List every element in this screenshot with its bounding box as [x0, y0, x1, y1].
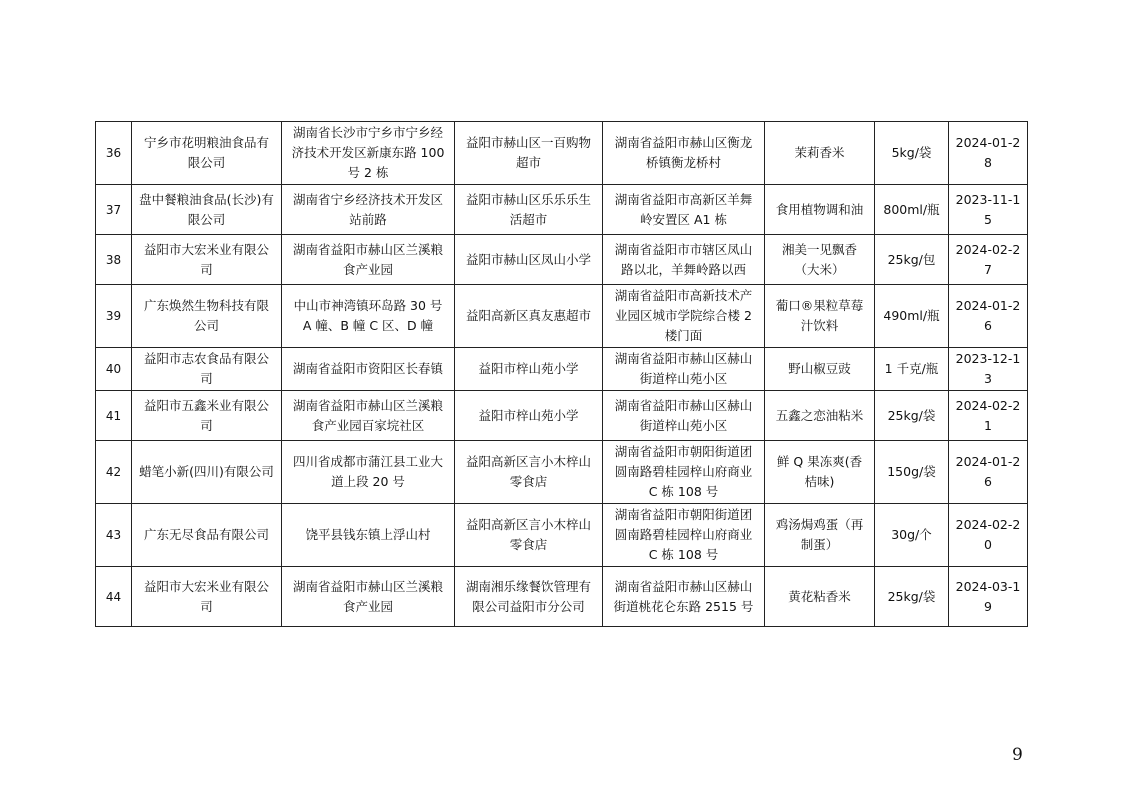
seller-name: 益阳高新区真友惠超市 [455, 285, 603, 348]
product-name: 食用植物调和油 [765, 185, 875, 235]
page-number: 9 [1012, 745, 1023, 765]
product-name: 野山椒豆豉 [765, 348, 875, 391]
row-number: 41 [96, 391, 132, 441]
production-date: 2024-01-28 [949, 122, 1028, 185]
producer-name: 宁乡市花明粮油食品有限公司 [132, 122, 282, 185]
row-number: 37 [96, 185, 132, 235]
table-row [96, 441, 1028, 504]
production-date: 2023-11-15 [949, 185, 1028, 235]
seller-address: 湖南省益阳市赫山区赫山街道梓山苑小区 [603, 348, 765, 391]
seller-name: 益阳市赫山区凤山小学 [455, 235, 603, 285]
seller-address: 湖南省益阳市赫山区衡龙桥镇衡龙桥村 [603, 122, 765, 185]
producer-name: 广东焕然生物科技有限公司 [132, 285, 282, 348]
row-number: 42 [96, 441, 132, 504]
table-row [96, 504, 1028, 567]
sampling-results-table [95, 121, 1028, 627]
seller-address: 湖南省益阳市赫山区赫山街道梓山苑小区 [603, 391, 765, 441]
production-date: 2024-02-21 [949, 391, 1028, 441]
seller-address: 湖南省益阳市市辖区凤山路以北，羊舞岭路以西 [603, 235, 765, 285]
production-date: 2023-12-13 [949, 348, 1028, 391]
seller-name: 益阳市梓山苑小学 [455, 391, 603, 441]
producer-name: 广东无尽食品有限公司 [132, 504, 282, 567]
row-number: 39 [96, 285, 132, 348]
producer-address: 湖南省益阳市赫山区兰溪粮食产业园百家垸社区 [282, 391, 455, 441]
production-date: 2024-02-27 [949, 235, 1028, 285]
table-row [96, 285, 1028, 348]
seller-name: 益阳高新区言小木梓山零食店 [455, 441, 603, 504]
product-name: 黄花粘香米 [765, 567, 875, 627]
product-spec: 490ml/瓶 [875, 285, 949, 348]
producer-address: 饶平县钱东镇上浮山村 [282, 504, 455, 567]
product-spec: 25kg/袋 [875, 391, 949, 441]
production-date: 2024-01-26 [949, 441, 1028, 504]
seller-address: 湖南省益阳市朝阳街道团圆南路碧桂园梓山府商业 C 栋 108 号 [603, 504, 765, 567]
table-row [96, 122, 1028, 185]
production-date: 2024-01-26 [949, 285, 1028, 348]
producer-address: 湖南省益阳市赫山区兰溪粮食产业园 [282, 567, 455, 627]
seller-address: 湖南省益阳市高新技术产业园区城市学院综合楼 2 楼门面 [603, 285, 765, 348]
producer-address: 中山市神湾镇环岛路 30 号 A 幢、B 幢 C 区、D 幢 [282, 285, 455, 348]
producer-name: 盘中餐粮油食品(长沙)有限公司 [132, 185, 282, 235]
table-row [96, 348, 1028, 391]
row-number: 36 [96, 122, 132, 185]
product-spec: 800ml/瓶 [875, 185, 949, 235]
table-body [96, 122, 1028, 627]
table-row [96, 185, 1028, 235]
producer-address: 湖南省益阳市赫山区兰溪粮食产业园 [282, 235, 455, 285]
production-date: 2024-02-20 [949, 504, 1028, 567]
product-name: 鲜 Q 果冻爽(香桔味) [765, 441, 875, 504]
producer-name: 益阳市志农食品有限公司 [132, 348, 282, 391]
product-name: 五鑫之恋油粘米 [765, 391, 875, 441]
product-spec: 150g/袋 [875, 441, 949, 504]
product-name: 茉莉香米 [765, 122, 875, 185]
seller-address: 湖南省益阳市高新区羊舞岭安置区 A1 栋 [603, 185, 765, 235]
product-spec: 1 千克/瓶 [875, 348, 949, 391]
seller-name: 益阳市梓山苑小学 [455, 348, 603, 391]
table-row [96, 235, 1028, 285]
seller-name: 湖南湘乐缘餐饮管理有限公司益阳市分公司 [455, 567, 603, 627]
seller-address: 湖南省益阳市赫山区赫山街道桃花仑东路 2515 号 [603, 567, 765, 627]
producer-address: 湖南省益阳市资阳区长春镇 [282, 348, 455, 391]
product-spec: 30g/个 [875, 504, 949, 567]
seller-address: 湖南省益阳市朝阳街道团圆南路碧桂园梓山府商业 C 栋 108 号 [603, 441, 765, 504]
product-spec: 25kg/包 [875, 235, 949, 285]
product-spec: 5kg/袋 [875, 122, 949, 185]
producer-address: 湖南省长沙市宁乡市宁乡经济技术开发区新康东路 100 号 2 栋 [282, 122, 455, 185]
row-number: 40 [96, 348, 132, 391]
producer-name: 益阳市大宏米业有限公司 [132, 235, 282, 285]
row-number: 44 [96, 567, 132, 627]
product-name: 湘美一见飘香（大米） [765, 235, 875, 285]
product-spec: 25kg/袋 [875, 567, 949, 627]
product-name: 葡口®果粒草莓汁饮料 [765, 285, 875, 348]
producer-name: 益阳市大宏米业有限公司 [132, 567, 282, 627]
producer-address: 湖南省宁乡经济技术开发区站前路 [282, 185, 455, 235]
row-number: 43 [96, 504, 132, 567]
table-row [96, 391, 1028, 441]
producer-name: 蜡笔小新(四川)有限公司 [132, 441, 282, 504]
producer-name: 益阳市五鑫米业有限公司 [132, 391, 282, 441]
seller-name: 益阳市赫山区一百购物超市 [455, 122, 603, 185]
seller-name: 益阳市赫山区乐乐乐生活超市 [455, 185, 603, 235]
product-name: 鸡汤焗鸡蛋（再制蛋） [765, 504, 875, 567]
row-number: 38 [96, 235, 132, 285]
producer-address: 四川省成都市蒲江县工业大道上段 20 号 [282, 441, 455, 504]
production-date: 2024-03-19 [949, 567, 1028, 627]
table-row [96, 567, 1028, 627]
seller-name: 益阳高新区言小木梓山零食店 [455, 504, 603, 567]
